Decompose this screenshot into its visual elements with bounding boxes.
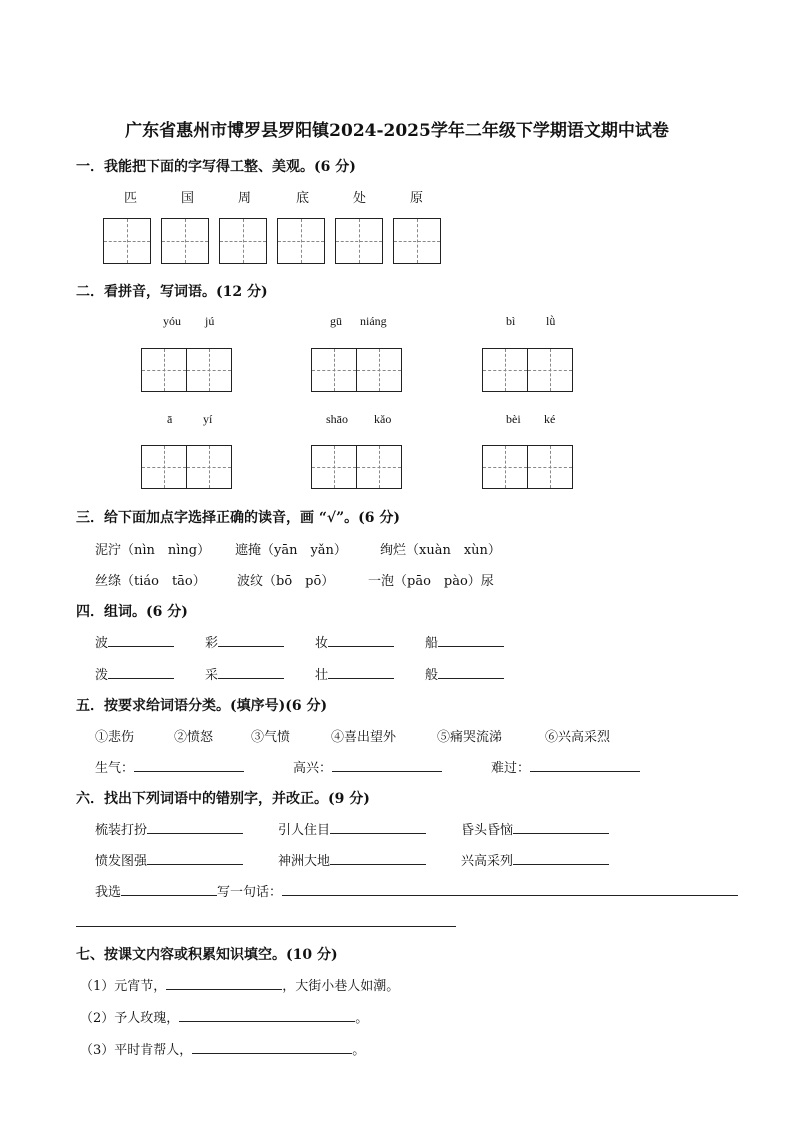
writing-grid-box[interactable] bbox=[219, 218, 267, 264]
section-3-heading: 三．给下面加点字选择正确的读音，画 “√”。(6 分) bbox=[76, 510, 401, 526]
char-label: 原 bbox=[410, 191, 424, 206]
word-grid[interactable] bbox=[311, 348, 402, 392]
sentence-continuation-line[interactable] bbox=[76, 926, 456, 927]
char-label: 底 bbox=[296, 191, 310, 206]
answer-blank[interactable] bbox=[328, 632, 394, 647]
word-grid[interactable] bbox=[482, 348, 573, 392]
answer-blank[interactable] bbox=[134, 757, 244, 772]
pinyin: gū bbox=[330, 314, 342, 328]
answer-blank[interactable] bbox=[108, 664, 174, 679]
section-7-heading: 七、按课文内容或积累知识填空。(10 分) bbox=[76, 947, 338, 963]
answer-blank[interactable] bbox=[192, 1039, 352, 1054]
word-prompt: 采 bbox=[205, 664, 284, 683]
page-title: 广东省惠州市博罗县罗阳镇2024-2025学年二年级下学期语文期中试卷 bbox=[125, 121, 669, 141]
answer-blank[interactable] bbox=[147, 819, 243, 834]
pinyin: bì bbox=[506, 314, 516, 328]
category-prompt: 难过： bbox=[491, 757, 640, 776]
word-grid[interactable] bbox=[141, 445, 232, 489]
char-label: 周 bbox=[238, 191, 252, 206]
answer-blank[interactable] bbox=[332, 757, 442, 772]
reading-option[interactable]: 波纹（bō pō） bbox=[237, 574, 335, 589]
answer-blank[interactable] bbox=[438, 632, 504, 647]
writing-grid-box[interactable] bbox=[335, 218, 383, 264]
pinyin: yí bbox=[203, 412, 213, 426]
answer-blank[interactable] bbox=[121, 881, 217, 896]
word-item: ②愤怒 bbox=[174, 730, 214, 745]
reading-option[interactable]: 一泡（pāo pào）尿 bbox=[368, 574, 494, 589]
word-item: ⑤痛哭流涕 bbox=[437, 730, 503, 745]
sentence-prompt: 我选 写一句话： bbox=[95, 881, 738, 900]
char-label: 国 bbox=[181, 191, 195, 206]
answer-blank[interactable] bbox=[328, 664, 394, 679]
pinyin: ā bbox=[167, 412, 173, 426]
answer-blank[interactable] bbox=[438, 664, 504, 679]
word-grid[interactable] bbox=[141, 348, 232, 392]
section-2-heading: 二．看拼音，写词语。(12 分) bbox=[76, 284, 268, 300]
pinyin: lǜ bbox=[546, 314, 556, 328]
fill-blank-2: （2）予人玫瑰， 。 bbox=[80, 1007, 368, 1026]
word-prompt: 船 bbox=[425, 632, 504, 651]
category-prompt: 高兴： bbox=[293, 757, 442, 776]
section-4-heading: 四．组词。(6 分) bbox=[76, 604, 188, 620]
answer-blank[interactable] bbox=[166, 975, 282, 990]
answer-blank[interactable] bbox=[513, 819, 609, 834]
answer-blank[interactable] bbox=[530, 757, 640, 772]
word-prompt: 般 bbox=[425, 664, 504, 683]
writing-grid-box[interactable] bbox=[103, 218, 151, 264]
answer-blank[interactable] bbox=[179, 1007, 355, 1022]
answer-blank[interactable] bbox=[108, 632, 174, 647]
error-word-prompt: 昏头昏恼 bbox=[461, 819, 609, 838]
writing-grid-box[interactable] bbox=[277, 218, 325, 264]
answer-blank[interactable] bbox=[330, 819, 426, 834]
answer-blank[interactable] bbox=[147, 850, 243, 865]
error-word-prompt: 愤发图强 bbox=[95, 850, 243, 869]
section-1-heading: 一．我能把下面的字写得工整、美观。(6 分) bbox=[76, 159, 356, 175]
answer-blank[interactable] bbox=[218, 664, 284, 679]
pinyin: bèi bbox=[506, 412, 521, 426]
sentence-blank[interactable] bbox=[282, 881, 738, 896]
pinyin: kǎo bbox=[374, 412, 392, 426]
answer-blank[interactable] bbox=[218, 632, 284, 647]
word-prompt: 壮 bbox=[315, 664, 394, 683]
word-item: ③气愤 bbox=[251, 730, 291, 745]
word-item: ①悲伤 bbox=[95, 730, 135, 745]
answer-blank[interactable] bbox=[513, 850, 609, 865]
word-item: ④喜出望外 bbox=[331, 730, 397, 745]
word-item: ⑥兴高采烈 bbox=[545, 730, 611, 745]
reading-option[interactable]: 泥泞（nìn nìng） bbox=[95, 543, 211, 558]
writing-grid-box[interactable] bbox=[393, 218, 441, 264]
word-prompt: 波 bbox=[95, 632, 174, 651]
error-word-prompt: 引人住目 bbox=[278, 819, 426, 838]
reading-option[interactable]: 遮掩（yān yǎn） bbox=[235, 543, 347, 558]
pinyin: jú bbox=[205, 314, 215, 328]
word-grid[interactable] bbox=[311, 445, 402, 489]
pinyin: shāo bbox=[326, 412, 348, 426]
writing-grid-box[interactable] bbox=[161, 218, 209, 264]
category-prompt: 生气： bbox=[95, 757, 244, 776]
fill-blank-3: （3）平时肯帮人， 。 bbox=[80, 1039, 365, 1058]
pinyin: yóu bbox=[163, 314, 181, 328]
char-label: 处 bbox=[353, 191, 367, 206]
answer-blank[interactable] bbox=[330, 850, 426, 865]
pinyin: ké bbox=[544, 412, 556, 426]
pinyin: niáng bbox=[360, 314, 387, 328]
word-prompt: 妆 bbox=[315, 632, 394, 651]
error-word-prompt: 神洲大地 bbox=[278, 850, 426, 869]
word-prompt: 泼 bbox=[95, 664, 174, 683]
section-6-heading: 六．找出下列词语中的错别字，并改正。(9 分) bbox=[76, 791, 370, 807]
char-label: 匹 bbox=[124, 191, 138, 206]
error-word-prompt: 兴高采列 bbox=[461, 850, 609, 869]
reading-option[interactable]: 丝绦（tiáo tāo） bbox=[95, 574, 206, 589]
word-prompt: 彩 bbox=[205, 632, 284, 651]
reading-option[interactable]: 绚烂（xuàn xùn） bbox=[380, 543, 501, 558]
section-5-heading: 五．按要求给词语分类。(填序号)(6 分) bbox=[76, 698, 328, 714]
error-word-prompt: 梳装打扮 bbox=[95, 819, 243, 838]
word-grid[interactable] bbox=[482, 445, 573, 489]
fill-blank-1: （1）元宵节， ，大街小巷人如潮。 bbox=[80, 975, 399, 994]
